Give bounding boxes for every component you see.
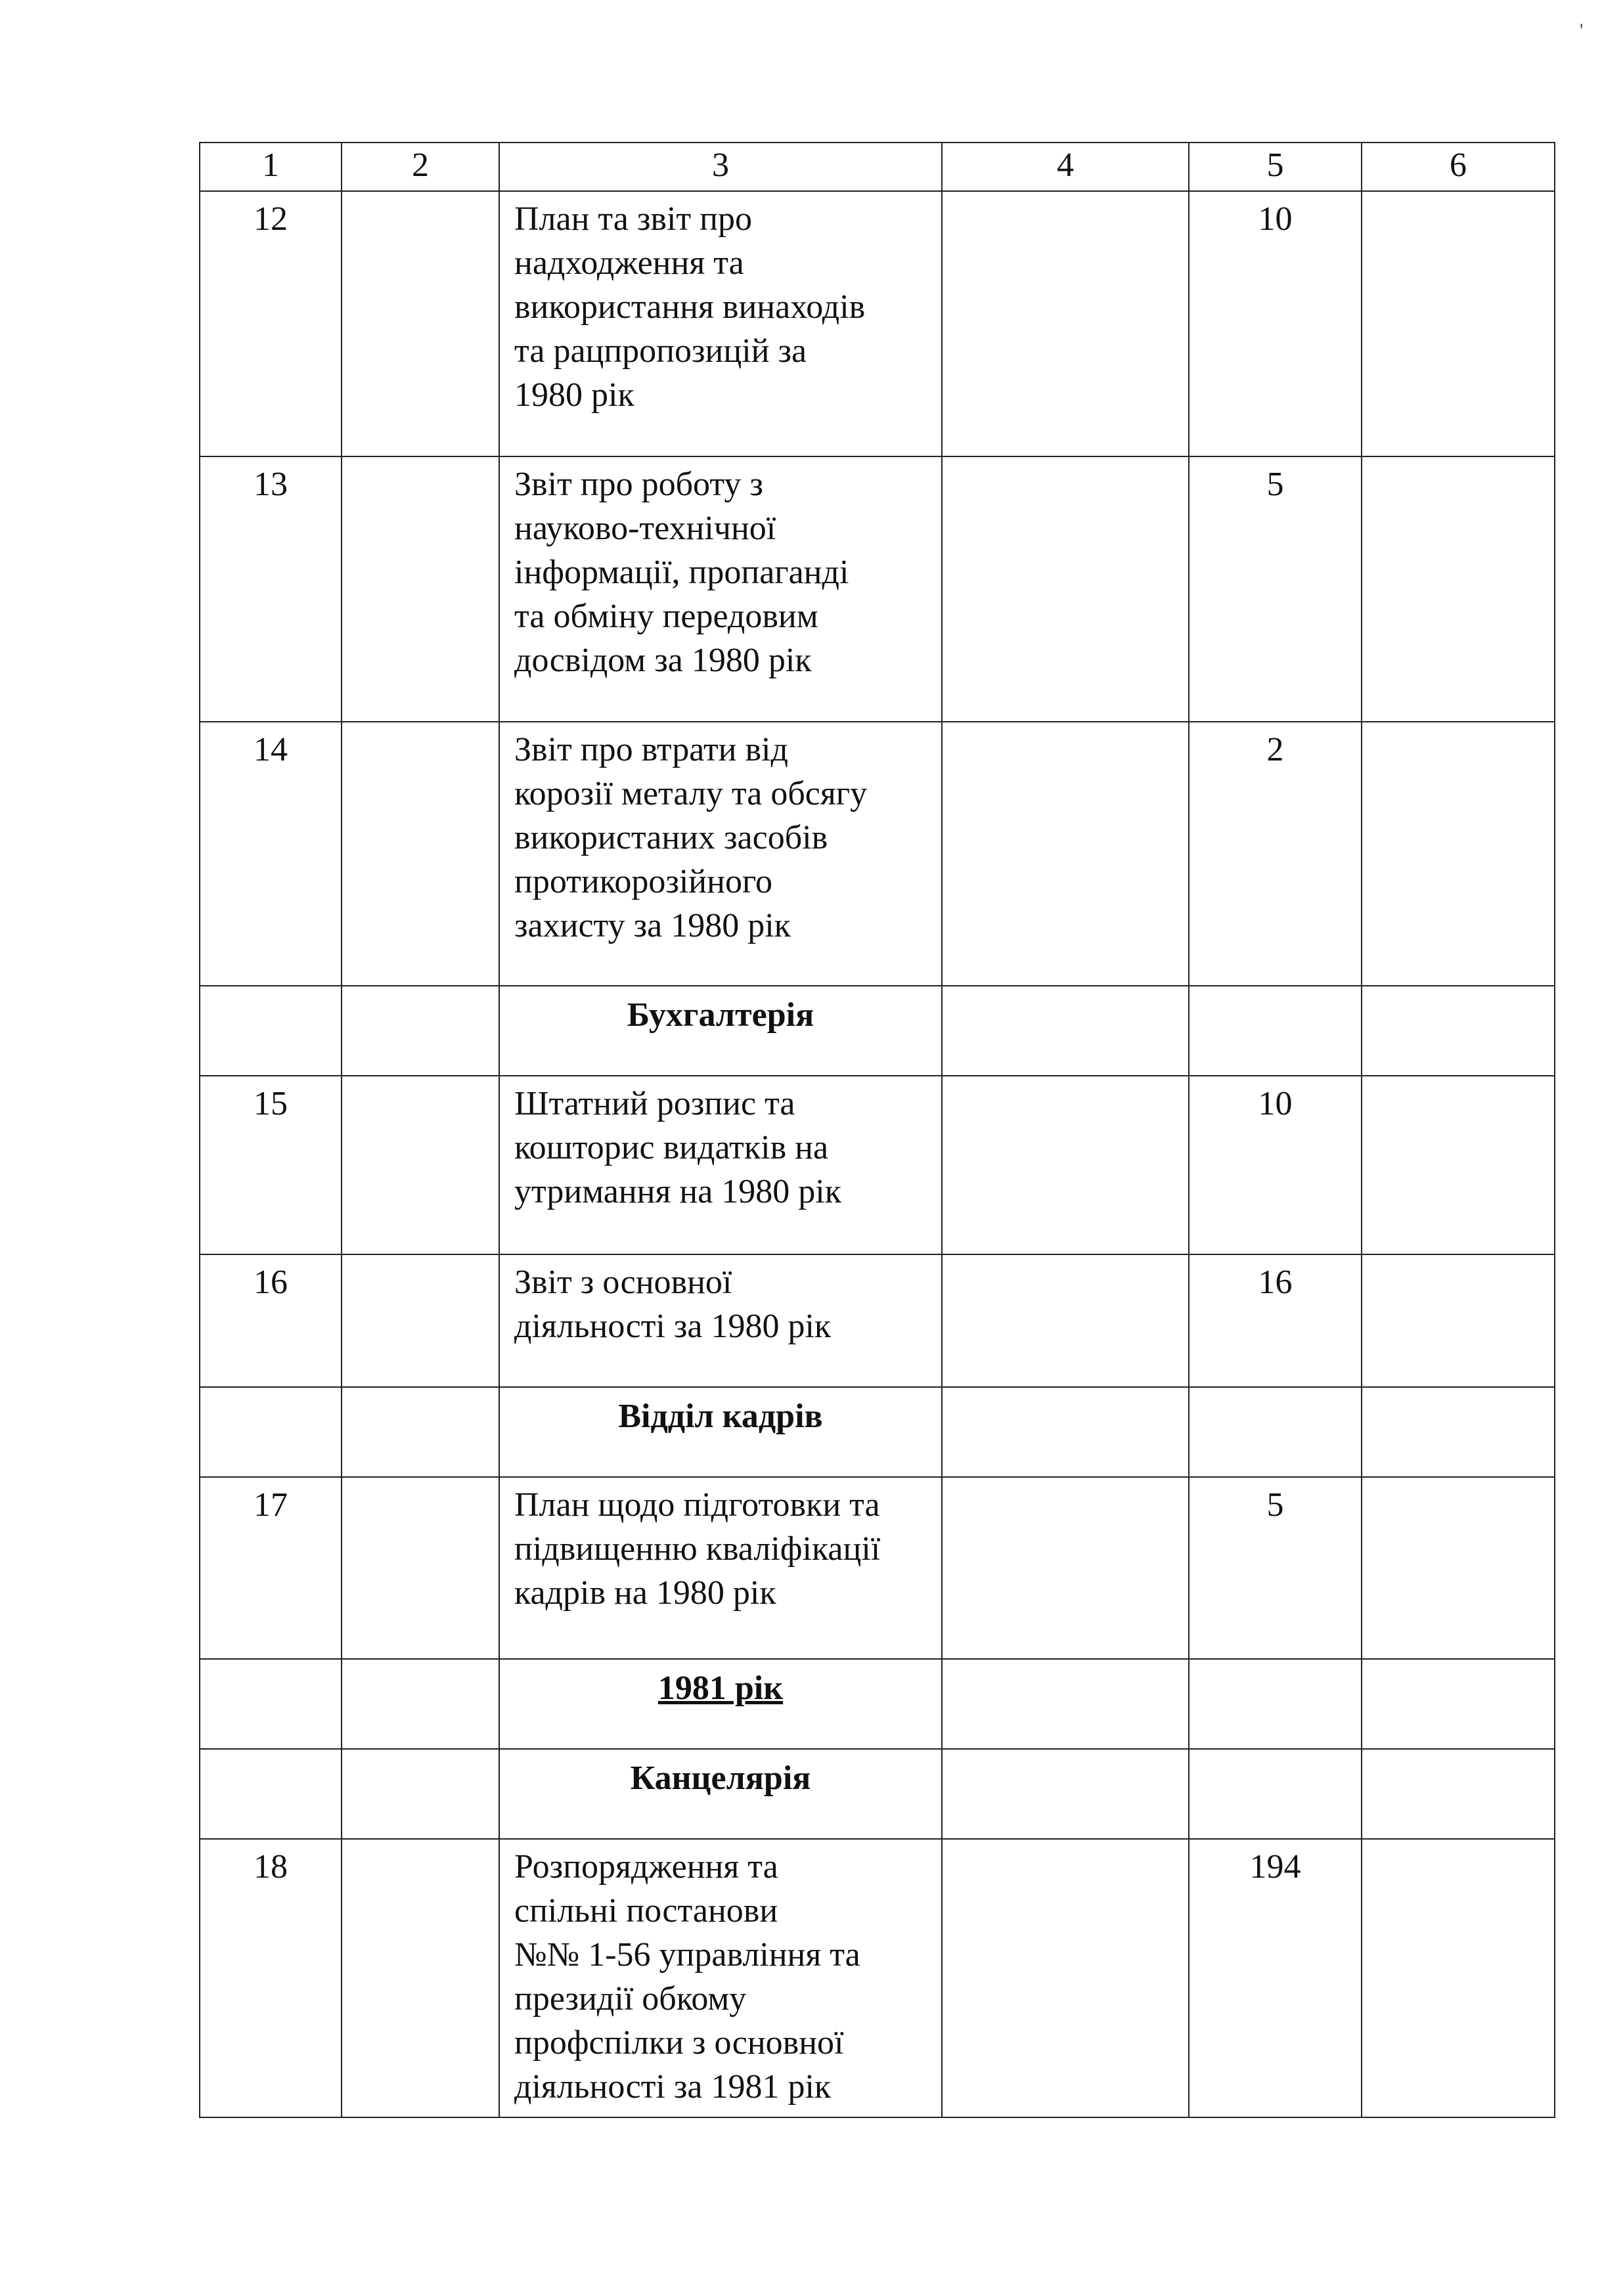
table-row (200, 722, 1555, 986)
quantity-cell: 10 (1189, 1076, 1362, 1254)
col4-cell (942, 191, 1189, 456)
empty-cell (342, 1387, 499, 1477)
description-line: утримання на 1980 рік (514, 1173, 842, 1210)
description-line: підвищенню кваліфікації (514, 1530, 881, 1568)
row-number: 18 (200, 1839, 342, 2117)
col2-cell (342, 1477, 499, 1659)
empty-cell (1362, 986, 1555, 1076)
row-number: 13 (200, 456, 342, 722)
empty-cell (1362, 1749, 1555, 1839)
section-row (200, 1659, 1555, 1749)
description-line: профспілки з основної (514, 2024, 844, 2062)
empty-cell (942, 986, 1189, 1076)
table-row (200, 1477, 1555, 1659)
inventory-table (199, 142, 1555, 2118)
description-line: діяльності за 1981 рік (514, 2068, 832, 2106)
section-title: Канцелярія (499, 1749, 942, 1839)
col6-cell (1362, 1839, 1555, 2117)
description-line: спільні постанови (514, 1892, 778, 1930)
empty-cell (1189, 1387, 1362, 1477)
quantity-cell: 16 (1189, 1254, 1362, 1387)
description-cell (499, 722, 942, 986)
empty-cell (942, 1749, 1189, 1839)
header-cell: 1 (200, 143, 342, 191)
description-cell (499, 1477, 942, 1659)
row-number: 16 (200, 1254, 342, 1387)
row-number: 12 (200, 191, 342, 456)
empty-cell (1189, 1749, 1362, 1839)
col2-cell (342, 191, 499, 456)
table-row (200, 456, 1555, 722)
col2-cell (342, 1839, 499, 2117)
empty-cell (942, 1387, 1189, 1477)
empty-cell (200, 1659, 342, 1749)
empty-cell (942, 1659, 1189, 1749)
description-line: протикорозійного (514, 863, 772, 900)
row-number: 17 (200, 1477, 342, 1659)
empty-cell (342, 986, 499, 1076)
description-line: 1980 рік (514, 376, 634, 414)
empty-cell (1189, 1659, 1362, 1749)
quantity-cell: 5 (1189, 1477, 1362, 1659)
header-cell: 5 (1189, 143, 1362, 191)
section-title: Відділ кадрів (499, 1387, 942, 1477)
description-line: Звіт про втрати від (514, 731, 788, 768)
col6-cell (1362, 722, 1555, 986)
description-line: №№ 1-56 управління та (514, 1936, 860, 1974)
description-cell (499, 1839, 942, 2117)
description-line: діяльності за 1980 рік (514, 1308, 832, 1345)
col4-cell (942, 1254, 1189, 1387)
quantity-cell: 2 (1189, 722, 1362, 986)
col4-cell (942, 1076, 1189, 1254)
description-line: Розпорядження та (514, 1848, 778, 1886)
description-line: використання винаходів (514, 288, 866, 326)
col4-cell (942, 722, 1189, 986)
quantity-cell: 5 (1189, 456, 1362, 722)
description-line: Штатний розпис та (514, 1085, 795, 1122)
col6-cell (1362, 456, 1555, 722)
description-line: захисту за 1980 рік (514, 907, 791, 944)
corner-mark: ' (1580, 20, 1584, 41)
quantity-cell: 10 (1189, 191, 1362, 456)
empty-cell (1362, 1659, 1555, 1749)
table-row (200, 1254, 1555, 1387)
col4-cell (942, 456, 1189, 722)
table-row (200, 191, 1555, 456)
description-line: та рацпропозицій за (514, 332, 807, 370)
col2-cell (342, 1076, 499, 1254)
col6-cell (1362, 191, 1555, 456)
col6-cell (1362, 1254, 1555, 1387)
description-line: президії обкому (514, 1980, 747, 2018)
section-row (200, 1387, 1555, 1477)
year-heading-text: 1981 рік (657, 1669, 784, 1707)
empty-cell (200, 986, 342, 1076)
header-cell: 4 (942, 143, 1189, 191)
table-row (200, 1839, 1555, 2117)
empty-cell (342, 1659, 499, 1749)
empty-cell (1362, 1387, 1555, 1477)
description-cell (499, 456, 942, 722)
section-row (200, 1749, 1555, 1839)
description-line: План щодо підготовки та (514, 1486, 880, 1524)
col6-cell (1362, 1076, 1555, 1254)
quantity-cell: 194 (1189, 1839, 1362, 2117)
description-line: досвідом за 1980 рік (514, 642, 812, 679)
description-line: Звіт про роботу з (514, 466, 763, 503)
description-cell (499, 191, 942, 456)
empty-cell (342, 1749, 499, 1839)
description-line: Звіт з основної (514, 1264, 732, 1301)
description-cell (499, 1076, 942, 1254)
description-line: використаних засобів (514, 819, 828, 856)
col4-cell (942, 1477, 1189, 1659)
empty-cell (200, 1749, 342, 1839)
col6-cell (1362, 1477, 1555, 1659)
description-line: План та звіт про (514, 200, 752, 238)
description-line: науково-технічної (514, 510, 776, 547)
row-number: 14 (200, 722, 342, 986)
empty-cell (1189, 986, 1362, 1076)
description-cell (499, 1254, 942, 1387)
row-number: 15 (200, 1076, 342, 1254)
description-line: інформації, пропаганді (514, 554, 849, 591)
header-cell: 6 (1362, 143, 1555, 191)
col4-cell (942, 1839, 1189, 2117)
table-row (200, 1076, 1555, 1254)
table-header-row (200, 143, 1555, 191)
col2-cell (342, 456, 499, 722)
col2-cell (342, 1254, 499, 1387)
description-line: кадрів на 1980 рік (514, 1574, 776, 1612)
header-cell: 3 (499, 143, 942, 191)
description-line: надходження та (514, 244, 744, 282)
description-line: та обміну передовим (514, 598, 818, 635)
col2-cell (342, 722, 499, 986)
empty-cell (200, 1387, 342, 1477)
description-line: кошторис видатків на (514, 1129, 829, 1166)
header-cell: 2 (342, 143, 499, 191)
year-heading (499, 1659, 942, 1749)
description-line: корозії металу та обсягу (514, 775, 868, 812)
section-row (200, 986, 1555, 1076)
section-title: Бухгалтерія (499, 986, 942, 1076)
